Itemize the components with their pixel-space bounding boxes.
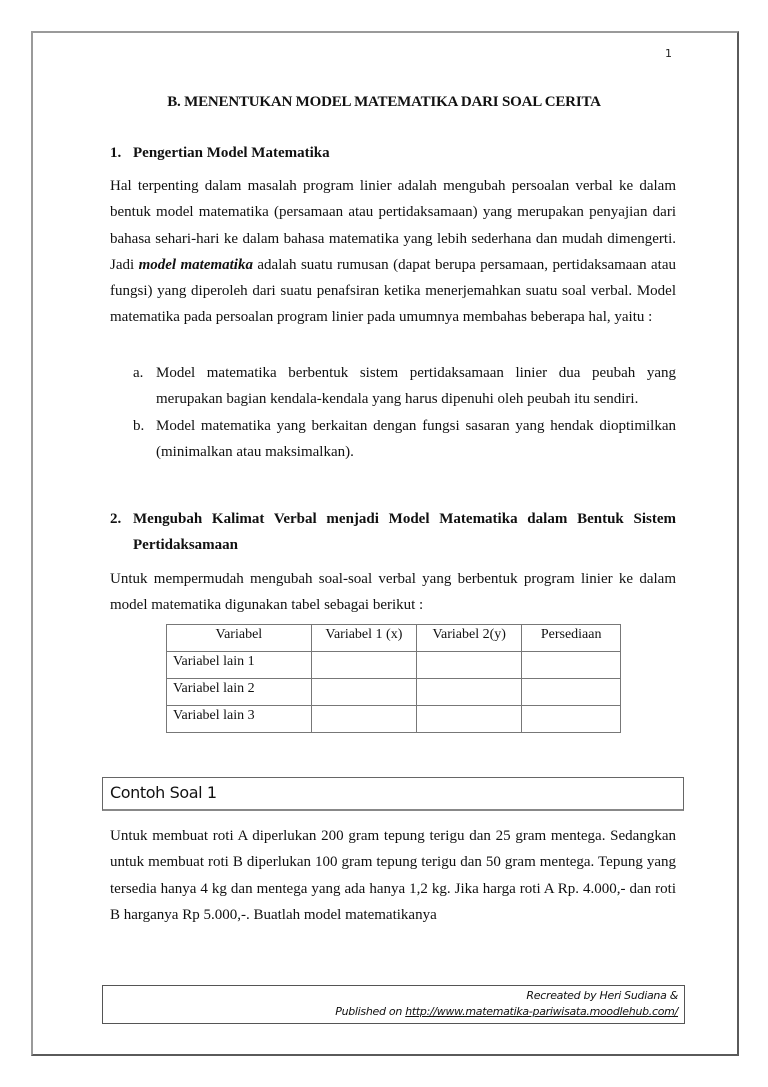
table-header-cell: Variabel <box>167 625 312 652</box>
list-item <box>110 413 676 466</box>
list-item-text: Model matematika berbentuk sistem pertidaksamaan linier dua peubah yang merupakan bagian kendala-kendala yang harus dipenuhi oleh peubah itu sendiri. <box>156 365 676 408</box>
table-cell <box>417 652 522 679</box>
section-2-paragraph <box>110 566 676 619</box>
paragraph-text: Hal terpenting dalam masalah program linier adalah mengubah persoalan verbal ke dalam bentuk model matematika (persamaan atau pertidaksamaan) yang merupakan penyajian dari bahasa sehari-hari ke dalam bahasa matematika yang lebih sederhana dan mudah dimengerti. Jadi <box>110 178 676 273</box>
list-item <box>110 360 676 413</box>
footer-credit: Recreated by Heri Sudiana & <box>526 989 678 1002</box>
section-1-paragraph <box>110 173 676 331</box>
table-row <box>167 652 621 679</box>
table-cell: Variabel lain 2 <box>167 679 312 706</box>
table-header-cell: Persediaan <box>522 625 621 652</box>
section-1-heading <box>110 140 676 166</box>
section-1-title: Pengertian Model Matematika <box>133 145 330 161</box>
table-cell <box>417 679 522 706</box>
table-cell <box>417 706 522 733</box>
list-marker: b. <box>133 417 145 434</box>
list-marker: a. <box>133 365 144 381</box>
section-1-list <box>110 360 676 465</box>
section-2-title: Mengubah Kalimat Verbal menjadi Model Matematika dalam Bentuk Sistem Pertidaksamaan <box>133 511 676 554</box>
footer-link[interactable]: http://www.matematika-pariwisata.moodlehub.com/ <box>405 1005 678 1018</box>
table-cell <box>522 652 621 679</box>
paragraph-text: Untuk membuat roti A diperlukan 200 gram tepung terigu dan 25 gram mentega. Sedangkan untuk membuat roti B diperlukan 100 gram tepung terigu dan 50 gram mentega. Tepung yang tersedia hanya 4 kg dan mentega yang ada hanya 1,2 kg. Jika harga roti A Rp. 4.000,- dan roti B harganya Rp 5.000,-. Buatlah model matematikanya <box>110 828 676 923</box>
table-header-cell: Variabel 2(y) <box>417 625 522 652</box>
table-cell <box>522 679 621 706</box>
footer-published-label: Published on <box>335 1005 406 1018</box>
footer-published <box>335 1005 678 1018</box>
table-row <box>167 706 621 733</box>
paragraph-text: adalah suatu rumusan (dapat berupa persamaan, pertidaksamaan atau fungsi) yang diperoleh dari suatu penafsiran ketika menerjemahkan suatu soal verbal. Model matematika pada persoalan program linier pada umumnya membahas beberapa hal, yaitu : <box>110 256 676 326</box>
example-paragraph <box>110 823 676 928</box>
emphasis-term: model matematika <box>138 256 253 273</box>
table-cell: Variabel lain 1 <box>167 652 312 679</box>
table-header-cell: Variabel 1 (x) <box>311 625 416 652</box>
list-item-text: Model matematika yang berkaitan dengan fungsi sasaran yang hendak dioptimilkan (minimalkan atau maksimalkan). <box>156 417 676 460</box>
table-cell <box>311 652 416 679</box>
example-title: Contoh Soal 1 <box>110 783 217 802</box>
page-title: B. MENENTUKAN MODEL MATEMATIKA DARI SOAL CERITA <box>167 94 601 110</box>
section-1-number: 1. <box>110 145 122 161</box>
table-cell <box>311 706 416 733</box>
example-title-box <box>102 777 684 811</box>
table-cell: Variabel lain 3 <box>167 706 312 733</box>
paragraph-text: Untuk mempermudah mengubah soal-soal verbal yang berbentuk program linier ke dalam model matematika digunakan tabel sebagai berikut : <box>110 571 676 614</box>
footer-box <box>102 985 685 1024</box>
section-2-number: 2. <box>110 511 122 527</box>
variable-table <box>166 624 621 733</box>
table-row <box>167 679 621 706</box>
table-header-row <box>167 625 621 652</box>
table-cell <box>522 706 621 733</box>
section-2-heading <box>110 506 676 559</box>
table-cell <box>311 679 416 706</box>
page-number: 1 <box>665 47 672 60</box>
